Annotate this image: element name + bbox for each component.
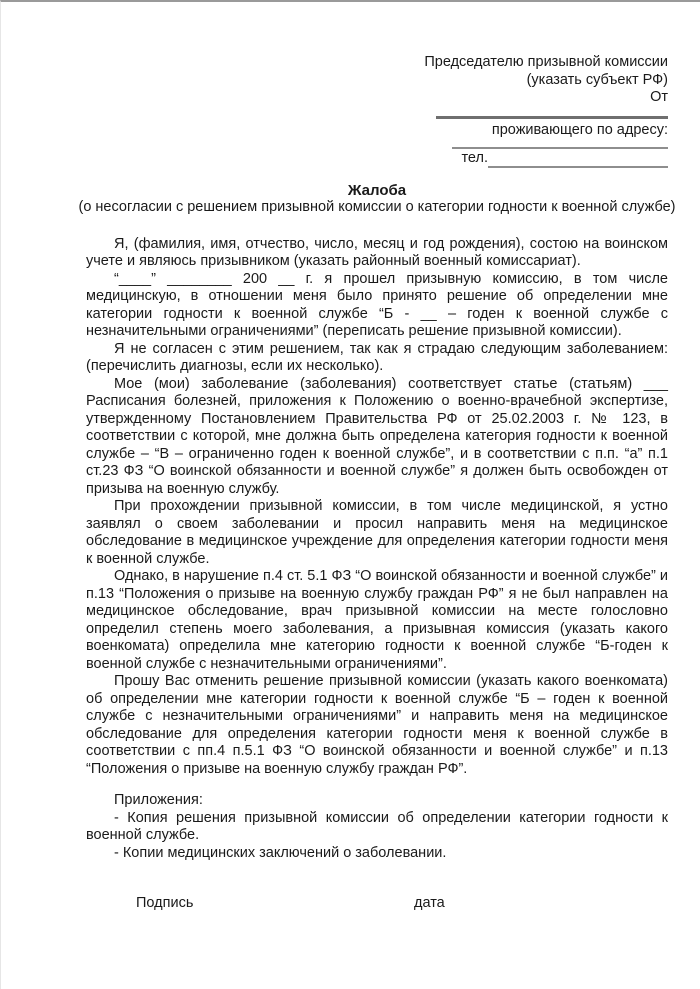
phone-label: тел. xyxy=(461,150,488,166)
address-blank-line xyxy=(452,139,668,149)
signature-row xyxy=(86,895,668,913)
address-label: проживающего по адресу: xyxy=(491,121,668,138)
paragraph-disagreement: Я не согласен с этим решением, так как я страдаю следующим заболеванием: (перечислить диагнозы, если их несколько). xyxy=(86,340,668,374)
date-label: дата xyxy=(414,895,445,911)
paragraph-violation: Однако, в нарушение п.4 ст. 5.1 ФЗ “О воинской обязанности и военной службе” и п.13 “Положения о призыве на военную службу граждан РФ” я не был направлен на медицинское обследование, врач призывной комиссии на месте голословно определил степень моего заболевания, а призывная комиссия (указать какого военкомата) определила мне категорию годности к военной службе “Б-годен к военной службе с незначительными ограничениями”. xyxy=(86,568,668,672)
document-subtitle: (о несогласии с решением призывной комиссии о категории годности к военной службе) xyxy=(78,199,676,215)
attachment-item-decision-copy: - Копия решения призывной комиссии об определении категории годности к военной службе. xyxy=(86,809,668,843)
recipient-block xyxy=(86,54,668,168)
recipient-hint: (указать субъект РФ) xyxy=(526,71,668,88)
paragraph-disease-schedule: Мое (мои) заболевание (заболевания) соответствует статье (статьям) ___ Расписания болезней, приложения к Положению о военно-врачебной экспертизе, утвержденному Постановлением Правительства РФ от 25.02.2003 г. № 123, в соответствии с которой, мне должна быть определена категория годности к военной службе – “В – ограниченно годен к военной службе”, и в соответствии с п.п. “а” п.1 ст.23 ФЗ “О воинской обязанности и военной службе” я должен быть освобожден от призыва на военную службу. xyxy=(86,375,668,497)
paragraph-oral-statement: При прохождении призывной комиссии, в том числе медицинской, я устно заявлял о своем заболевании и просил направить меня на медицинское обследование в медицинское учреждение для определения категории годности меня к военной службе. xyxy=(86,498,668,567)
paragraph-applicant-intro: Я, (фамилия, имя, отчество, число, месяц и год рождения), состою на воинском учете и являюсь призывником (указать районный военный комиссариат). xyxy=(86,235,668,269)
signature-label: Подпись xyxy=(136,895,194,911)
document-title: Жалоба xyxy=(347,181,407,199)
from-blank-line xyxy=(436,107,668,119)
attachments-heading: Приложения: xyxy=(114,792,203,808)
paragraph-request: Прошу Вас отменить решение призывной комиссии (указать какого военкомата) об определении мне категории годности к военной службе “Б – годен к военной службе с незначительными ограничениями” и направить меня на медицинское обследование для определения категории годности меня к военной службе в соответствии с пп.4 п.5.1 ФЗ “О воинской обязанности и военной службе” и п.13 “Положения о призыве на военную службу граждан РФ”. xyxy=(86,673,668,777)
document-body xyxy=(86,236,668,779)
attachments-block xyxy=(86,792,668,862)
recipient-line: Председателю призывной комиссии xyxy=(424,54,668,70)
phone-blank-line xyxy=(488,152,668,168)
phone-row xyxy=(86,150,668,168)
from-label: От xyxy=(650,89,668,105)
paragraph-commission-decision: “____” ________ 200 __ г. я прошел призывную комиссию, в том числе медицинскую, в отношении меня было принято решение об определении мне категории годности к военной службе “Б - __ – годен к военной службе с незначительными ограничениями” (переписать решение призывной комиссии). xyxy=(86,270,668,339)
attachment-item-medical-copies: - Копии медицинских заключений о заболевании. xyxy=(114,844,447,861)
